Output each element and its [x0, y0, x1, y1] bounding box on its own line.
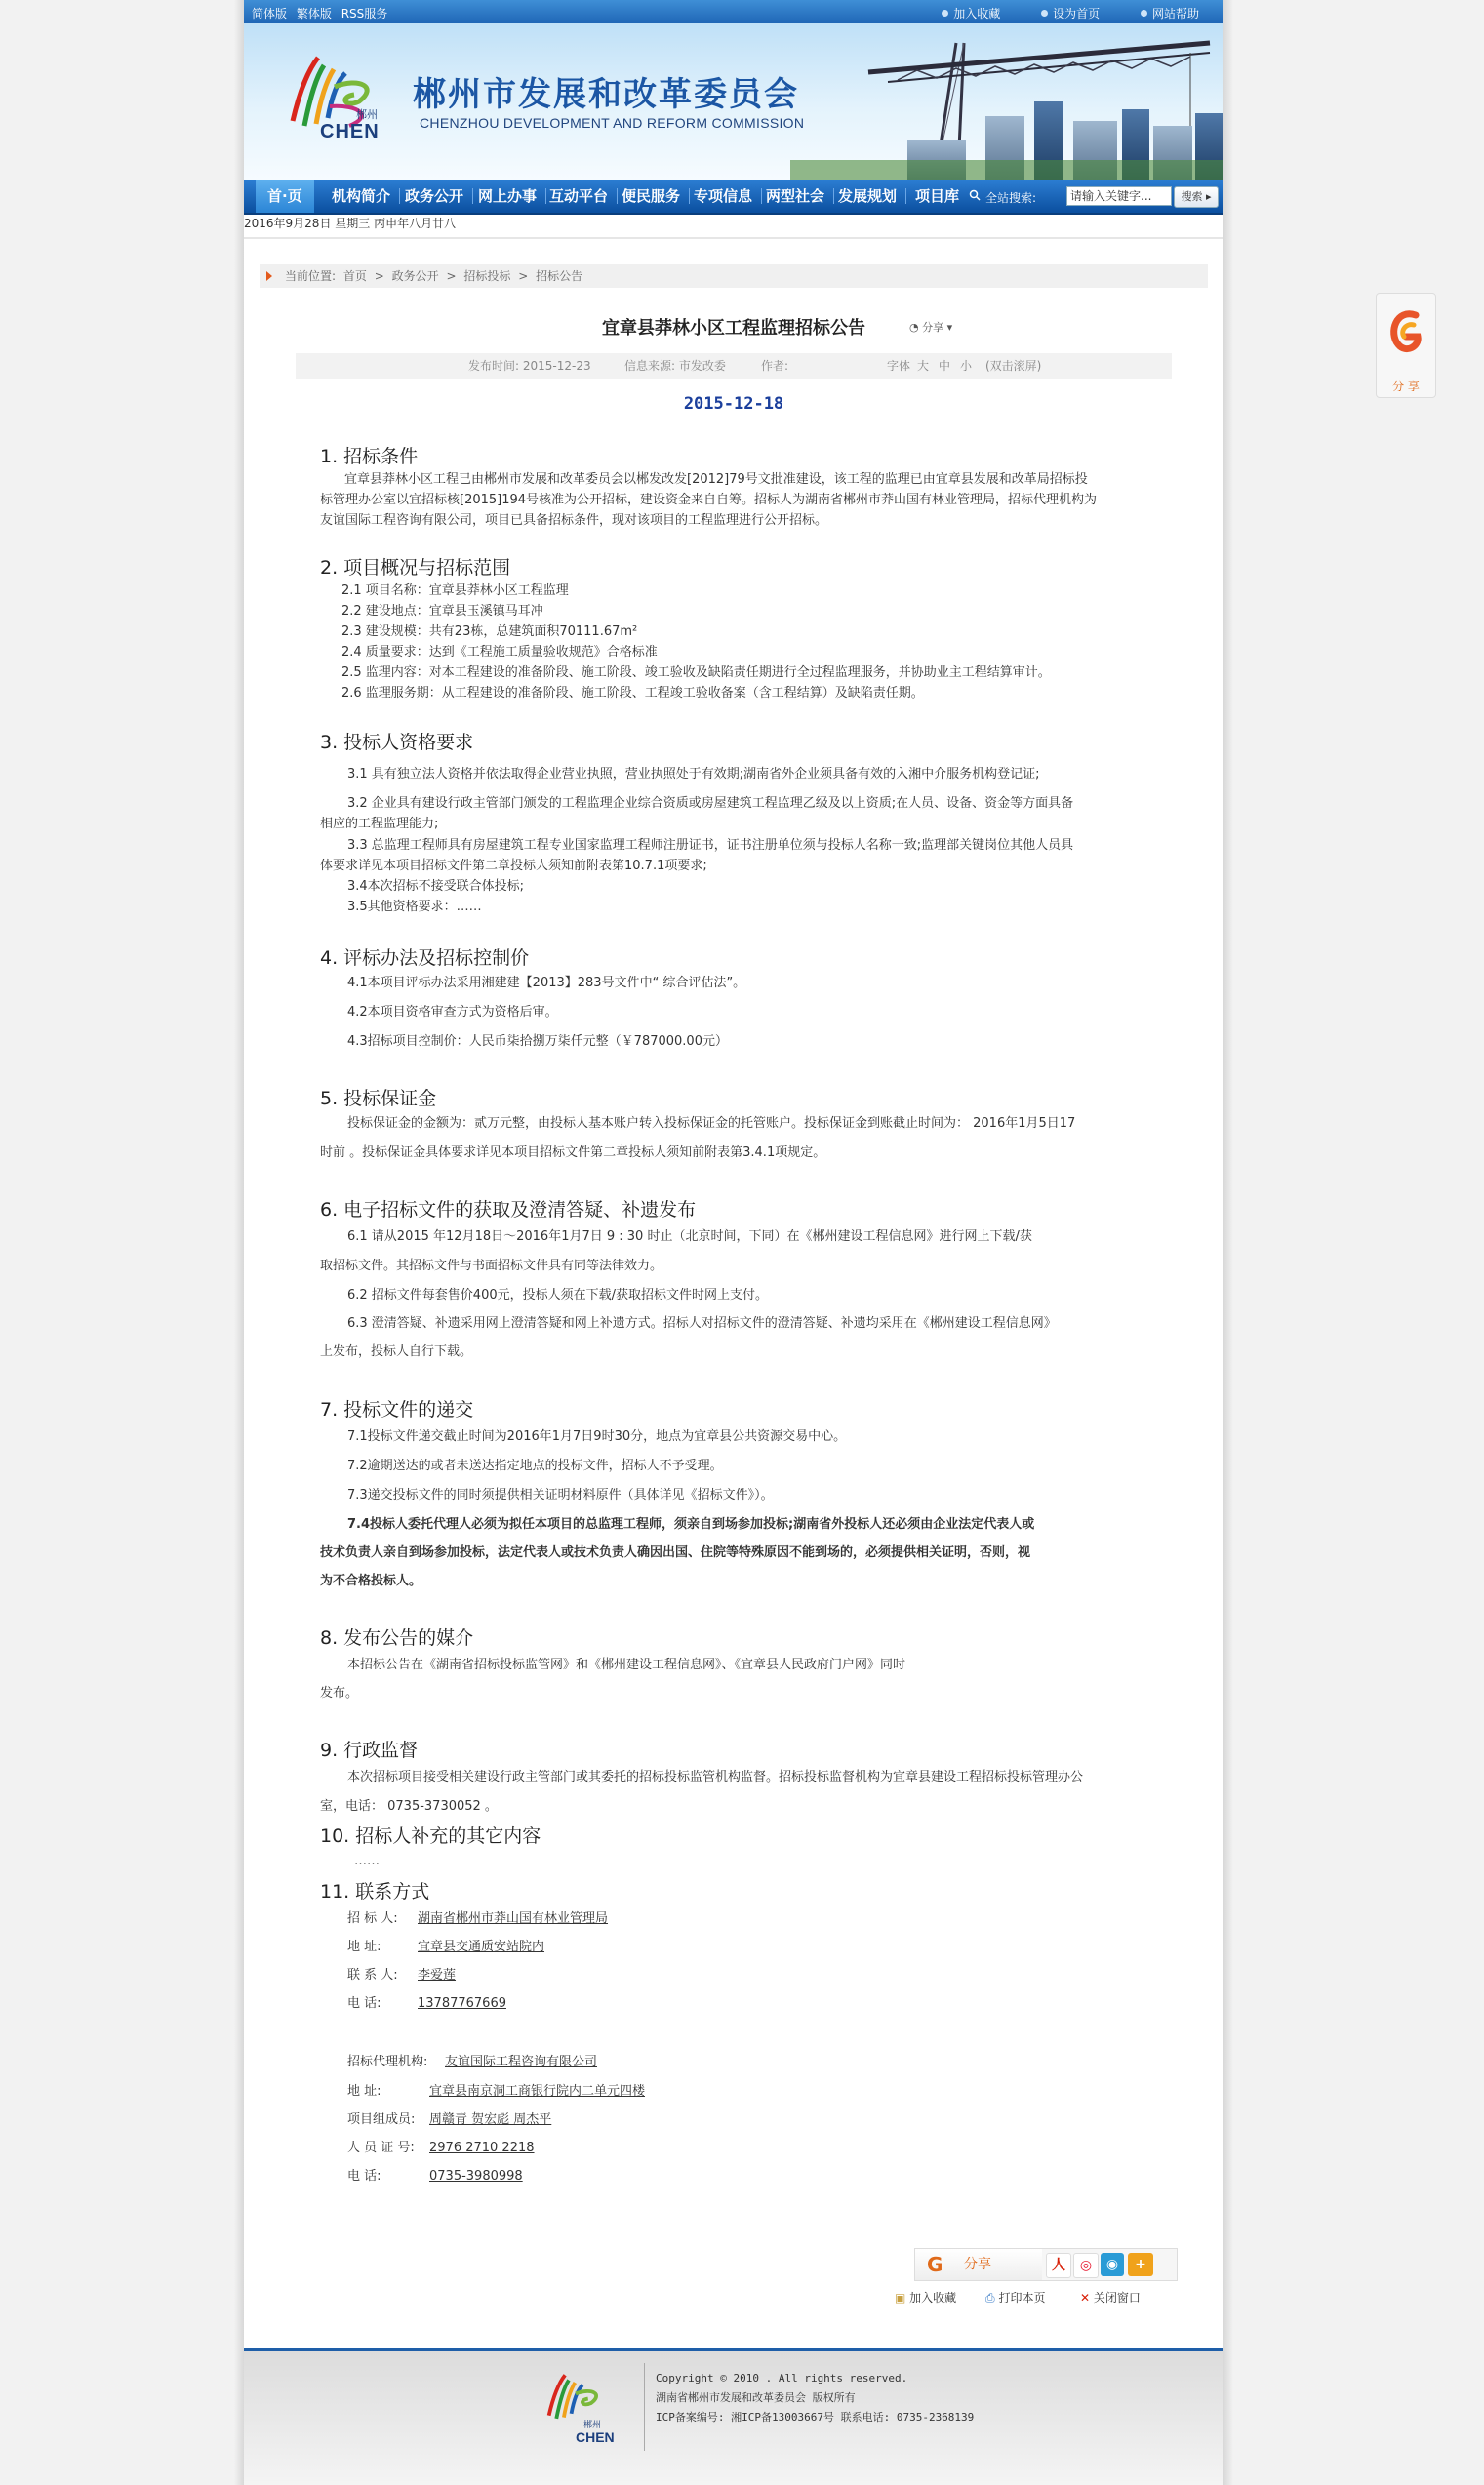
- icp-line: ICP备案编号: 湘ICP备13003667号 联系电话: 0735-2368139: [656, 2411, 975, 2424]
- search-icon: [969, 189, 981, 201]
- breadcrumb-sep: >: [374, 269, 384, 283]
- nav-project-library[interactable]: 项目库: [915, 187, 960, 205]
- paragraph-line: 体要求详见本项目招标文件第二章投标人须知前附表第10.7.1项要求;: [320, 859, 707, 873]
- paragraph-line: 标管理办公室以宜招标核[2015]194号核准为公开招标，建设资金来自自筹。招标人为湖南省郴州市莽山国有林业管理局，招标代理机构为: [320, 493, 1098, 507]
- paragraph-line: 4.3招标项目控制价：人民币柒拾捌万柒仟元整（￥787000.00元）: [347, 1034, 728, 1049]
- nav-online-service[interactable]: 网上办事: [478, 187, 538, 205]
- breadcrumb-gov-affairs[interactable]: 政务公开: [391, 269, 439, 283]
- date-line: 2016年9月28日 星期三 丙申年八月廿八: [244, 217, 457, 230]
- agent-value: 宜章县南京洞工商银行院内二单元四楼: [429, 2084, 646, 2099]
- nav-divider: [399, 188, 400, 204]
- footer-separator: [644, 2363, 645, 2451]
- paragraph-line: 6.3 澄清答疑、补遗采用网上澄清答疑和网上补遗方式。招标人对招标文件的澄清答疑、补遗均采用在《郴州建设工程信息网》: [347, 1316, 1057, 1331]
- section-heading: 9. 行政监督: [320, 1740, 419, 1761]
- list-item: 2.4 质量要求：达到《工程施工质量验收规范》合格标准: [341, 645, 658, 660]
- contact-label: 联 系 人:: [347, 1968, 398, 1983]
- top-bar: [244, 0, 1223, 23]
- folder-icon: ▣: [895, 2291, 906, 2305]
- contact-value: 宜章县交通质安站院内: [418, 1940, 545, 1954]
- paragraph-line: 为不合格投标人。: [320, 1574, 422, 1588]
- paragraph-line: 6.1 请从2015 年12月18日～2016年1月7日 9 : 30 时止（北京时间，下同）在《郴州建设工程信息网》进行网上下载/获: [347, 1229, 1032, 1244]
- help-label: 网站帮助: [1151, 7, 1199, 20]
- breadcrumb-label: 当前位置:: [285, 269, 337, 283]
- page-shadow-left: [234, 0, 244, 2485]
- paragraph-line: 7.3递交投标文件的同时须提供相关证明材料原件（具体详见《招标文件》）。: [347, 1488, 774, 1503]
- page-shadow-right: [1223, 0, 1233, 2485]
- nav-divider: [617, 188, 618, 204]
- add-favorite-label: 加入收藏: [953, 7, 1001, 20]
- floating-share-label: 分 享: [1392, 380, 1420, 393]
- paragraph-line: 7.1投标文件递交截止时间为2016年1月7日9时30分，地点为宜章县公共资源交易中心。: [347, 1429, 847, 1444]
- nav-special-info[interactable]: 专项信息: [694, 187, 753, 205]
- contact-label: 招 标 人:: [347, 1911, 398, 1926]
- contact-label: 电 话:: [347, 1996, 381, 2011]
- nav-two-type-society[interactable]: 两型社会: [766, 187, 825, 205]
- footer: [244, 2351, 1223, 2485]
- more-share-icon[interactable]: +: [1128, 2253, 1153, 2276]
- section-heading: 2. 项目概况与招标范围: [320, 557, 511, 579]
- nav-divider: [545, 188, 546, 204]
- share-logo-icon: [1386, 303, 1425, 372]
- section-heading: 8. 发布公告的媒介: [320, 1627, 474, 1649]
- agent-value: 0735-3980998: [429, 2169, 523, 2184]
- paragraph-line: 3.1 具有独立法人资格并依法取得企业营业执照，营业执照处于有效期;湖南省外企业须具备有效的入湘中介服务机构登记证;: [347, 767, 1040, 782]
- paragraph-line: 上发布，投标人自行下载。: [320, 1344, 473, 1359]
- section-heading: 3. 投标人资格要求: [320, 732, 474, 753]
- nav-about[interactable]: 机构简介: [332, 187, 391, 205]
- weibo-share-icon[interactable]: ◎: [1073, 2253, 1099, 2278]
- print-tool-label: 打印本页: [998, 2291, 1046, 2305]
- add-favorite-tool-label: 加入收藏: [909, 2291, 957, 2305]
- help-link[interactable]: [1141, 7, 1199, 20]
- logo-small-text: 郴州: [356, 108, 378, 121]
- paragraph-line: 本招标公告在《湖南省招标投标监管网》和《郴州建设工程信息网》、《宜章县人民政府门户网》同时: [347, 1658, 906, 1672]
- list-item: 2.6 监理服务期：从工程建设的准备阶段、施工阶段、工程竣工验收备案（含工程结算）及缺陷责任期。: [341, 686, 924, 701]
- set-homepage-label: 设为首页: [1053, 7, 1101, 20]
- nav-divider: [833, 188, 834, 204]
- nav-interaction[interactable]: 互动平台: [549, 187, 609, 205]
- agent-value: 周赣青 贺宏彪 周杰平: [429, 2112, 552, 2127]
- contact-value: 李爱莲: [418, 1968, 457, 1983]
- paragraph-line: 相应的工程监理能力;: [320, 817, 439, 831]
- skyline-crane-illustration: [790, 23, 1223, 180]
- close-window-tool[interactable]: [1080, 2289, 1141, 2305]
- set-homepage-link[interactable]: [1041, 7, 1100, 20]
- paragraph-line: 技术负责人亲自到场参加投标，法定代表人或技术负责人确因出国、住院等特殊原因不能到场的，必须提供相关证明，否则，视: [320, 1545, 1031, 1560]
- agent-label: 招标代理机构:: [347, 2055, 428, 2069]
- paragraph-line: 发布。: [320, 1686, 359, 1701]
- font-large[interactable]: 大: [917, 359, 930, 373]
- paragraph-line: 3.4本次招标不接受联合体投标;: [347, 879, 525, 894]
- print-tool[interactable]: [985, 2289, 1045, 2305]
- paragraph-line: 本次招标项目接受相关建设行政主管部门或其委托的招标投标监管机构监督。招标投标监督机构为宜章县建设工程招标投标管理办公: [347, 1770, 1084, 1784]
- section-heading: 10. 招标人补充的其它内容: [320, 1825, 541, 1847]
- auto-scroll[interactable]: (双击滚屏): [985, 359, 1042, 373]
- dot-icon: [1141, 10, 1147, 17]
- agent-label: 项目组成员:: [347, 2112, 416, 2127]
- paragraph-line: 友谊国际工程咨询有限公司，项目已具备招标条件，现对该项目的工程监理进行公开招标。: [320, 513, 828, 528]
- list-item: 2.1 项目名称：宜章县莽林小区工程监理: [341, 583, 569, 598]
- logo-text: CHEN: [320, 121, 380, 142]
- nav-gov-affairs[interactable]: 政务公开: [405, 187, 464, 205]
- paragraph-line: 7.4投标人委托代理人必须为拟任本项目的总监理工程师，须亲自到场参加投标;湖南省外投标人还必须由企业法定代表人或: [347, 1517, 1035, 1532]
- breadcrumb-sep: >: [518, 269, 529, 283]
- renren-share-icon[interactable]: 人: [1046, 2253, 1071, 2278]
- section-heading: 11. 联系方式: [320, 1881, 430, 1903]
- list-item: 2.3 建设规模：共有23栋，总建筑面积70111.67m²: [341, 624, 638, 639]
- breadcrumb-bidding[interactable]: 招标投标: [463, 269, 511, 283]
- add-favorite-link[interactable]: [942, 7, 1000, 20]
- contact-label: 地 址:: [347, 1940, 381, 1954]
- site-subtitle: CHENZHOU DEVELOPMENT AND REFORM COMMISSION: [420, 115, 805, 131]
- footer-text: [656, 2369, 974, 2427]
- share-button[interactable]: ◔ 分享 ▾: [909, 321, 953, 334]
- nav-divider: [689, 188, 690, 204]
- floating-share-button[interactable]: [1376, 293, 1436, 398]
- footer-logo-text: CHEN: [576, 2429, 615, 2445]
- share-logo-icon: G: [927, 2253, 943, 2276]
- paragraph-line: 4.1本项目评标办法采用湘建建【2013】283号文件中“ 综合评估法”。: [347, 976, 746, 990]
- author: 作者:: [761, 359, 789, 373]
- agent-label: 地 址:: [347, 2084, 381, 2099]
- breadcrumb-text: [285, 264, 586, 288]
- paragraph-line: 3.2 企业具有建设行政主管部门颁发的工程监理企业综合资质或房屋建筑工程监理乙级及以上资质;在人员、设备、资金等方面具备: [347, 796, 1074, 811]
- info-source: 信息来源: 市发改委: [624, 359, 726, 373]
- top-links: [904, 5, 1199, 21]
- dot-icon: [942, 10, 948, 17]
- search-button-label: 搜索: [1181, 190, 1203, 203]
- share-toolbar-button[interactable]: [915, 2249, 1042, 2280]
- section-heading: 1. 招标条件: [320, 446, 419, 467]
- paragraph-line: 投标保证金的金额为：贰万元整，由投标人基本账户转入投标保证金的托管账户。投标保证金到账截止时间为： 2016年1月5日17: [347, 1116, 1076, 1131]
- header-banner: [244, 23, 1223, 180]
- nav-divider: [472, 188, 473, 204]
- simplified-link[interactable]: 简体版: [252, 7, 288, 20]
- breadcrumb: [260, 264, 1208, 288]
- paragraph-line: ……: [354, 1854, 380, 1868]
- paragraph-line: 宜章县莽林小区工程已由郴州市发展和改革委员会以郴发改发[2012]79号文批准建设，该工程的监理已由宜章县发展和改革局招标投: [344, 472, 1088, 487]
- breadcrumb-sep: >: [446, 269, 457, 283]
- article-title: 宜章县莽林小区工程监理招标公告: [602, 318, 865, 339]
- paragraph-line: 4.2本项目资格审查方式为资格后审。: [347, 1005, 558, 1020]
- search-input[interactable]: 请输入关键字...: [1066, 186, 1172, 206]
- contact-value: 湖南省郴州市莽山国有林业管理局: [418, 1911, 609, 1926]
- section-heading: 5. 投标保证金: [320, 1088, 437, 1109]
- paragraph-line: 3.5其他资格要求：……: [347, 900, 482, 914]
- agent-label: 人 员 证 号:: [347, 2141, 415, 2155]
- footer-logo-small: 郴州: [583, 2421, 602, 2430]
- agent-value: 友谊国际工程咨询有限公司: [445, 2055, 598, 2069]
- print-icon: ⎙: [985, 2291, 995, 2305]
- owner-line: 湖南省郴州市发展和改革委员会 版权所有: [656, 2391, 856, 2404]
- article-info-bar: [296, 353, 1172, 379]
- paragraph-line: 6.2 招标文件每套售价400元，投标人须在下载/获取招标文件时网上支付。: [347, 1288, 768, 1303]
- rss-link[interactable]: RSS服务: [341, 7, 388, 20]
- font-small[interactable]: 小: [960, 359, 973, 373]
- paragraph-line: 取招标文件。其招标文件与书面招标文件具有同等法律效力。: [320, 1259, 663, 1273]
- breadcrumb-home[interactable]: 首页: [342, 269, 367, 283]
- qq-share-icon[interactable]: ◉: [1101, 2253, 1124, 2276]
- close-window-tool-label: 关闭窗口: [1093, 2291, 1141, 2305]
- paragraph-line: 室，电话： 0735-3730052 。: [320, 1799, 498, 1814]
- search-button[interactable]: 搜索 ▸: [1174, 186, 1219, 208]
- nav-public-service[interactable]: 便民服务: [622, 187, 681, 205]
- dot-icon: [1041, 10, 1048, 17]
- main-nav: [244, 180, 1223, 215]
- section-heading: 6. 电子招标文件的获取及澄清答疑、补遗发布: [320, 1199, 697, 1221]
- paragraph-line: 3.3 总监理工程师具有房屋建筑工程专业国家监理工程师注册证书，证书注册单位须与投标人名称一致;监理部关键岗位其他人员具: [347, 838, 1074, 853]
- article-date: 2015-12-18: [683, 394, 784, 414]
- site-title: 郴州市发展和改革委员会: [413, 75, 799, 114]
- agent-label: 电 话:: [347, 2169, 381, 2184]
- language-links: [252, 5, 393, 21]
- share-toolbar-label: 分享: [964, 2257, 991, 2272]
- arrow-icon: [266, 271, 272, 281]
- list-item: 2.2 建设地点：宜章县玉溪镇马耳冲: [341, 604, 543, 619]
- copyright-line: Copyright © 2010 . All rights reserved.: [656, 2372, 908, 2385]
- nav-planning[interactable]: 发展规划: [838, 187, 898, 205]
- traditional-link[interactable]: 繁体版: [296, 7, 332, 20]
- share-label: 分享: [922, 321, 944, 334]
- breadcrumb-bid-notice[interactable]: 招标公告: [536, 269, 583, 283]
- divider: [244, 237, 1223, 239]
- add-favorite-tool[interactable]: [895, 2289, 956, 2305]
- close-icon: ✕: [1080, 2291, 1091, 2305]
- section-heading: 4. 评标办法及招标控制价: [320, 947, 530, 969]
- paragraph-line: 7.2逾期送达的或者未送达指定地点的投标文件，招标人不予受理。: [347, 1459, 723, 1473]
- paragraph-line: 时前 。投标保证金具体要求详见本项目招标文件第二章投标人须知前附表第3.4.1项规定。: [320, 1145, 826, 1160]
- share-toolbar: [914, 2248, 1178, 2281]
- nav-divider: [761, 188, 762, 204]
- search-label: 全站搜索:: [985, 191, 1037, 205]
- contact-value: 13787767669: [418, 1996, 506, 2011]
- agent-value: 2976 2710 2218: [429, 2141, 535, 2155]
- page: [244, 0, 1223, 2485]
- nav-home[interactable]: 首·页: [256, 180, 314, 213]
- publish-time: 发布时间: 2015-12-23: [468, 359, 591, 373]
- nav-divider: [905, 188, 906, 204]
- section-heading: 7. 投标文件的递交: [320, 1399, 474, 1421]
- list-item: 2.5 监理内容：对本工程建设的准备阶段、施工阶段、竣工验收及缺陷责任期进行全过程监理服务，并协助业主工程结算审计。: [341, 665, 1051, 680]
- font-medium[interactable]: 中: [939, 359, 951, 373]
- font-size-label: 字体: [887, 359, 911, 373]
